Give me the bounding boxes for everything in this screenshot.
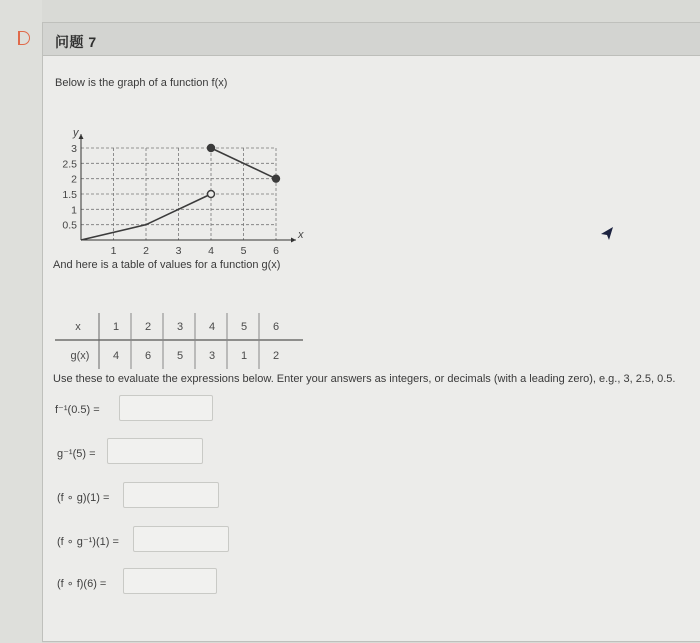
table-x-cell: 4 bbox=[208, 321, 216, 333]
question-title: 问题 7 bbox=[55, 34, 97, 50]
table-x-header: x bbox=[75, 321, 81, 333]
g-values-table bbox=[55, 313, 303, 369]
instructions: Use these to evaluate the expressions below. Enter your answers as integers, or decimals (with a leading zero), e.g., 3, 2.5, 0.5. bbox=[53, 373, 676, 385]
x-tick-label: 1 bbox=[110, 245, 117, 257]
endpoint-marker bbox=[208, 191, 215, 198]
table-gx-cell: 5 bbox=[176, 350, 184, 362]
expr-label-fof: (f ∘ f)(6) = bbox=[57, 578, 107, 590]
table-gx-cell: 2 bbox=[272, 350, 280, 362]
expr-label-finv: f⁻¹(0.5) = bbox=[55, 404, 100, 416]
table-x-cell: 6 bbox=[272, 321, 280, 333]
table-x-cell: 2 bbox=[144, 321, 152, 333]
table-x-cell: 1 bbox=[112, 321, 120, 333]
x-tick-label: 2 bbox=[143, 245, 149, 257]
y-tick-label: 0.5 bbox=[62, 219, 77, 232]
question-header bbox=[43, 23, 700, 56]
table-gx-header: g(x) bbox=[70, 350, 90, 362]
x-axis-arrow bbox=[291, 238, 296, 243]
x-tick-label: 5 bbox=[240, 245, 247, 257]
x-tick-label: 4 bbox=[208, 245, 214, 257]
flag-question-icon[interactable] bbox=[18, 31, 30, 45]
left-margin bbox=[0, 0, 42, 643]
function-f-graph bbox=[43, 115, 313, 275]
x-axis-label: x bbox=[298, 229, 304, 241]
answer-input-finv[interactable] bbox=[119, 395, 213, 421]
answer-input-foginv[interactable] bbox=[133, 526, 229, 552]
expr-label-foginv: (f ∘ g⁻¹)(1) = bbox=[57, 536, 119, 548]
expr-label-fog: (f ∘ g)(1) = bbox=[57, 492, 110, 504]
table-gx-cell: 1 bbox=[240, 350, 248, 362]
y-tick-label: 1 bbox=[71, 204, 77, 217]
x-tick-label: 3 bbox=[175, 245, 182, 257]
table-intro: And here is a table of values for a function g(x) bbox=[53, 259, 281, 271]
y-axis-arrow bbox=[79, 134, 84, 139]
table-gx-cell: 4 bbox=[112, 350, 120, 362]
table-gx-cell: 3 bbox=[208, 350, 216, 362]
y-tick-label: 2 bbox=[71, 173, 77, 186]
table-x-cell: 5 bbox=[240, 321, 248, 333]
answer-input-fof[interactable] bbox=[123, 568, 217, 594]
endpoint-marker bbox=[208, 145, 215, 152]
table-x-cell: 3 bbox=[176, 321, 184, 333]
y-tick-label: 1.5 bbox=[62, 189, 77, 201]
y-axis-label: y bbox=[73, 127, 79, 139]
y-tick-label: 2.5 bbox=[62, 158, 77, 171]
graph-intro: Below is the graph of a function f(x) bbox=[55, 77, 228, 89]
table-gx-cell: 6 bbox=[144, 350, 152, 362]
answer-input-fog[interactable] bbox=[123, 482, 219, 508]
question-card bbox=[42, 22, 700, 642]
expr-label-ginv: g⁻¹(5) = bbox=[57, 448, 96, 460]
answer-input-ginv[interactable] bbox=[107, 438, 203, 464]
mouse-cursor-icon bbox=[600, 226, 614, 242]
y-tick-label: 3 bbox=[71, 143, 77, 155]
endpoint-marker bbox=[273, 175, 280, 182]
x-tick-label: 6 bbox=[273, 245, 279, 257]
